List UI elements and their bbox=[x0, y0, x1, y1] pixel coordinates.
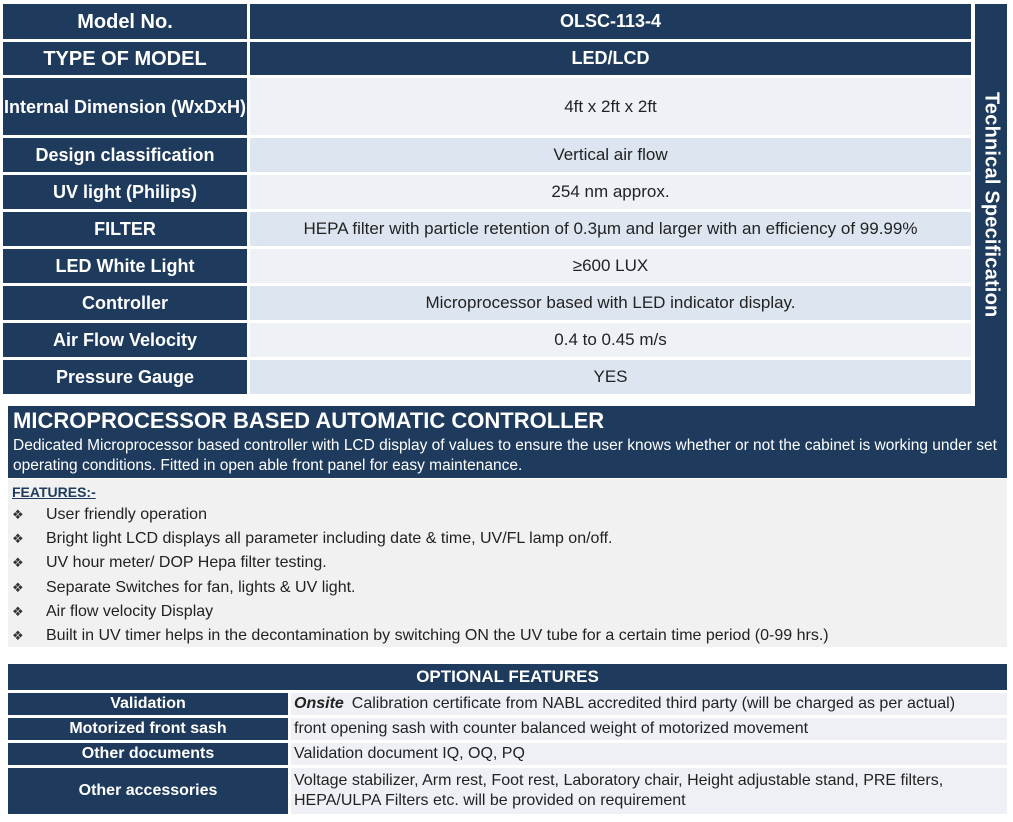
spec-label: FILTER bbox=[3, 212, 247, 246]
diamond-bullet-icon: ❖ bbox=[12, 507, 24, 523]
motorized-sash-label: Motorized front sash bbox=[8, 718, 288, 740]
spec-value: YES bbox=[250, 360, 971, 394]
spec-value: 254 nm approx. bbox=[250, 175, 971, 209]
feature-text: Separate Switches for fan, lights & UV light. bbox=[46, 578, 356, 596]
other-accessories-value: Voltage stabilizer, Arm rest, Foot rest, Laboratory chair, Height adjustable stand, PRE filters, HEPA/ULPA Filters etc. will be provided on requirement bbox=[291, 768, 1007, 814]
validation-value bbox=[291, 693, 1007, 715]
features-list bbox=[12, 503, 829, 648]
diamond-bullet-icon: ❖ bbox=[12, 555, 24, 571]
spec-label: Internal Dimension (WxDxH) bbox=[3, 78, 247, 135]
spec-row bbox=[3, 78, 971, 135]
controller-title: MICROPROCESSOR BASED AUTOMATIC CONTROLLER bbox=[13, 408, 605, 433]
spec-label: UV light (Philips) bbox=[3, 175, 247, 209]
feature-text: Air flow velocity Display bbox=[46, 602, 214, 620]
table-row bbox=[8, 743, 1007, 765]
side-label-text: Technical Specification bbox=[980, 92, 1003, 318]
type-of-model-value: LED/LCD bbox=[250, 42, 971, 75]
list-item bbox=[12, 624, 829, 648]
list-item bbox=[12, 576, 829, 600]
other-documents-label: Other documents bbox=[8, 743, 288, 765]
other-documents-value: Validation document IQ, OQ, PQ bbox=[291, 743, 1007, 765]
spec-value: Microprocessor based with LED indicator display. bbox=[250, 286, 971, 320]
spec-row bbox=[3, 249, 971, 283]
spec-table bbox=[3, 4, 971, 397]
list-item bbox=[12, 600, 829, 624]
diamond-bullet-icon: ❖ bbox=[12, 579, 24, 595]
controller-description: Dedicated Microprocessor based controller with LCD display of values to ensure the user knows whether or not the cabinet is working under set operating conditions. Fitted in open able front panel for easy maintenance. bbox=[13, 437, 997, 474]
motorized-sash-value: front opening sash with counter balanced weight of motorized movement bbox=[291, 718, 1007, 740]
validation-text: Calibration certificate from NABL accredited third party (will be charged as per actual) bbox=[351, 695, 956, 712]
spec-label: Controller bbox=[3, 286, 247, 320]
spec-row bbox=[3, 212, 971, 246]
spec-value: HEPA filter with particle retention of 0.3µm and larger with an efficiency of 99.99% bbox=[250, 212, 971, 246]
table-row bbox=[8, 768, 1007, 814]
other-accessories-label: Other accessories bbox=[8, 768, 288, 814]
type-of-model-label: TYPE OF MODEL bbox=[3, 42, 247, 75]
spec-value: Vertical air flow bbox=[250, 138, 971, 172]
spec-row bbox=[3, 323, 971, 357]
diamond-bullet-icon: ❖ bbox=[12, 603, 24, 619]
diamond-bullet-icon: ❖ bbox=[12, 628, 24, 644]
feature-text: Built in UV timer helps in the decontamination by switching ON the UV tube for a certain time period (0-99 hrs.) bbox=[46, 627, 829, 645]
feature-text: User friendly operation bbox=[46, 506, 207, 524]
spec-value: ≥600 LUX bbox=[250, 249, 971, 283]
list-item bbox=[12, 527, 829, 551]
onsite-text: Onsite bbox=[294, 695, 344, 712]
spec-value: 0.4 to 0.45 m/s bbox=[250, 323, 971, 357]
feature-text: Bright light LCD displays all parameter including date & time, UV/FL lamp on/off. bbox=[46, 530, 613, 548]
table-row bbox=[8, 693, 1007, 715]
spec-value: 4ft x 2ft x 2ft bbox=[250, 78, 971, 135]
spec-row bbox=[3, 286, 971, 320]
spec-label: Pressure Gauge bbox=[3, 360, 247, 394]
features-section bbox=[8, 479, 1007, 647]
technical-specification-side-label bbox=[975, 4, 1007, 406]
optional-features-table bbox=[8, 664, 1007, 817]
validation-label: Validation bbox=[8, 693, 288, 715]
spec-row bbox=[3, 360, 971, 394]
model-no-value: OLSC-113-4 bbox=[250, 4, 971, 39]
optional-features-title: OPTIONAL FEATURES bbox=[8, 664, 1007, 690]
spec-row bbox=[3, 175, 971, 209]
spec-label: Design classification bbox=[3, 138, 247, 172]
list-item bbox=[12, 503, 829, 527]
spec-row bbox=[3, 138, 971, 172]
controller-section bbox=[8, 406, 1007, 478]
spec-label: LED White Light bbox=[3, 249, 247, 283]
feature-text: UV hour meter/ DOP Hepa filter testing. bbox=[46, 554, 327, 572]
features-title: FEATURES:- bbox=[12, 484, 96, 500]
spec-type-row bbox=[3, 42, 971, 75]
spec-header-row bbox=[3, 4, 971, 39]
spec-label: Air Flow Velocity bbox=[3, 323, 247, 357]
diamond-bullet-icon: ❖ bbox=[12, 531, 24, 547]
list-item bbox=[12, 551, 829, 575]
table-row bbox=[8, 718, 1007, 740]
model-no-label: Model No. bbox=[3, 4, 247, 39]
